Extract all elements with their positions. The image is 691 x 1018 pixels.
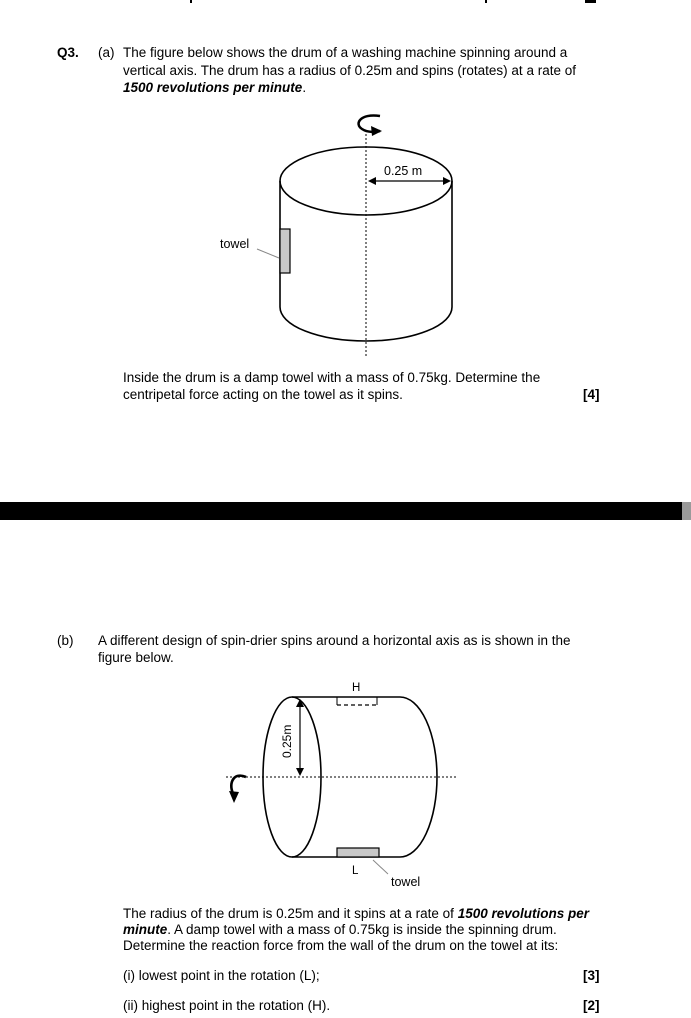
towel-label: towel bbox=[391, 875, 421, 889]
radius-label: 0.25 m bbox=[384, 164, 423, 178]
part-a-intro-line1: The figure below shows the drum of a washing machine spinning around a bbox=[123, 45, 568, 60]
sub-question-ii: (ii) highest point in the rotation (H). bbox=[123, 998, 331, 1013]
radius-arrow-head-right bbox=[443, 177, 451, 185]
question-number: Q3. bbox=[57, 45, 79, 60]
sub-question-i-marks: [3] bbox=[583, 968, 600, 983]
part-b-rate-2: minute bbox=[123, 922, 168, 937]
part-a-intro-line2: vertical axis. The drum has a radius of 0.25m and spins (rotates) at a rate of bbox=[123, 63, 576, 78]
towel-leader bbox=[257, 249, 279, 258]
part-b-text-line3: Determine the reaction force from the wall of the drum on the towel at its: bbox=[123, 938, 559, 953]
part-b-intro-line1: A different design of spin-drier spins around a horizontal axis as is shown in the bbox=[98, 633, 571, 648]
part-b-label: (b) bbox=[57, 633, 74, 648]
sub-question-ii-marks: [2] bbox=[583, 998, 600, 1013]
rotation-arrow-head bbox=[229, 791, 239, 803]
towel-l bbox=[337, 848, 379, 857]
towel-leader bbox=[373, 860, 388, 874]
part-a-marks: [4] bbox=[583, 387, 600, 402]
sub-question-i: (i) lowest point in the rotation (L); bbox=[123, 968, 320, 983]
top-crop-mark-left bbox=[190, 0, 192, 3]
towel-label: towel bbox=[220, 237, 250, 251]
radius-arrow-head-bottom bbox=[296, 768, 304, 776]
top-crop-mark-right bbox=[585, 0, 596, 3]
part-b-text-line2 bbox=[123, 922, 557, 938]
rotation-arrow-head bbox=[371, 126, 382, 136]
towel bbox=[280, 229, 290, 273]
figure-horizontal-drum bbox=[0, 670, 691, 895]
part-b-rate-1: 1500 revolutions per bbox=[457, 906, 589, 921]
page-break-bar bbox=[0, 502, 691, 520]
figure-vertical-drum bbox=[0, 100, 691, 365]
part-a-intro-line3 bbox=[123, 80, 306, 96]
part-b-text-line1 bbox=[123, 906, 589, 922]
part-b-text-start: The radius of the drum is 0.25m and it spins at a rate of bbox=[123, 906, 458, 921]
l-label: L bbox=[352, 865, 359, 877]
radius-label: 0.25m bbox=[280, 724, 294, 758]
h-label: H bbox=[352, 682, 361, 694]
part-b-intro-line2: figure below. bbox=[98, 650, 174, 665]
part-a-label: (a) bbox=[98, 45, 115, 60]
part-a-rate: 1500 revolutions per minute bbox=[123, 80, 303, 95]
part-a-intro-end: . bbox=[302, 80, 307, 95]
radius-arrow-head-left bbox=[368, 177, 376, 185]
part-b-text-line2-rest: . A damp towel with a mass of 0.75kg is inside the spinning drum. bbox=[167, 922, 557, 937]
scroll-tab bbox=[682, 502, 691, 520]
part-a-task-line1: Inside the drum is a damp towel with a mass of 0.75kg. Determine the bbox=[123, 370, 541, 385]
part-a-task-line2: centripetal force acting on the towel as it spins. bbox=[123, 387, 403, 402]
top-crop-mark-mid bbox=[485, 0, 487, 3]
